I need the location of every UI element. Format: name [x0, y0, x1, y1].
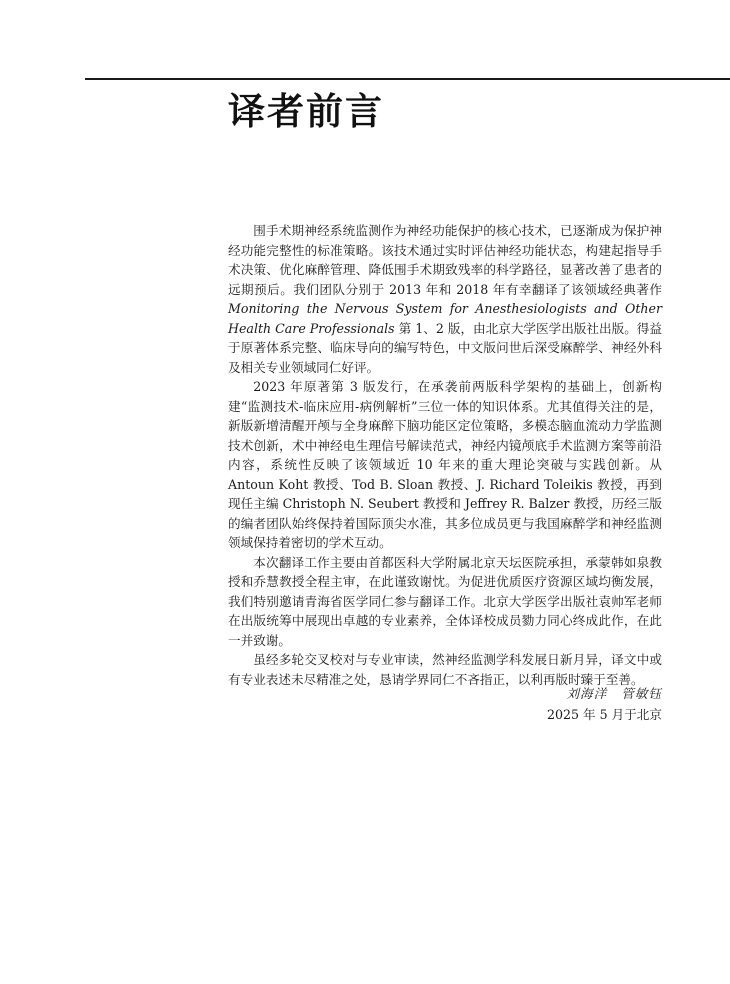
page-title: 译者前言: [228, 90, 384, 133]
paragraph-1: [228, 221, 662, 377]
paragraph-3: 本次翻译工作主要由首都医科大学附属北京天坛医院承担，承蒙韩如泉教授和乔慧教授全程主审，在此谨致谢忱。为促进优质医疗资源区域均衡发展，我们特别邀请青海省医学同仁参与翻译工作。北京大学医学出版社袁帅军老师在出版统筹中展现出卓越的专业素养，全体译校成员勠力同心终成此作，在此一并致谢。: [228, 554, 662, 648]
preface-body: [228, 221, 662, 689]
book-title-english: Monitoring the Nervous System for Anesthesiologists and Other Health Care Professionals: [228, 301, 662, 336]
paragraph-1-text-before: 围手术期神经系统监测作为神经功能保护的核心技术，已逐渐成为保护神经功能完整性的标准策略。该技术通过实时评估神经功能状态，构建起指导手术决策、优化麻醉管理、降低围手术期致残率的科学路径，显著改善了患者的远期预后。我们团队分别于 2013 年和 2018 年有幸翻译了该领域经典著作: [228, 223, 662, 297]
signature-date: 2025 年 5 月于北京: [546, 707, 662, 722]
translator-name: 管敏钰: [621, 686, 662, 701]
top-rule: [85, 78, 730, 80]
signature-block: [430, 683, 662, 725]
translator-name: 刘海洋: [566, 686, 608, 701]
paragraph-2: 2023 年原著第 3 版发行，在承袭前两版科学架构的基础上，创新构建“监测技术-临床应用-病例解析”三位一体的知识体系。尤其值得关注的是，新版新增清醒开颅与全身麻醉下脑功能区定位策略，多模态脑血流动力学监测技术创新，术中神经电生理信号解读范式，神经内镜颅底手术监测方案等前沿内容，系统性反映了该领域近 10 年来的重大理论突破与实践创新。从 Antoun Koht 教授、Tod B. Sloan 教授、J. Richard Toleikis 教授，再到现任主编 Christoph N. Seubert 教授和 Jeffrey R. Balzer 教授，历经三版的编者团队始终保持着国际顶尖水准，其多位成员更与我国麻醉学和神经监测领域保持着密切的学术互动。: [228, 379, 662, 550]
paragraph-4: 虽经多轮交叉校对与专业审读，然神经监测学科发展日新月异，译文中或有专业表述未尽精准之处，恳请学界同仁不吝指正，以利再版时臻于至善。: [228, 652, 662, 687]
paragraph-1-text-after: 第 1、2 版，由北京大学医学出版社出版。得益于原著体系完整、临床导向的编写特色，中文版问世后深受麻醉学、神经外科及相关专业领域同仁好评。: [228, 320, 662, 375]
translator-names: [430, 683, 662, 704]
